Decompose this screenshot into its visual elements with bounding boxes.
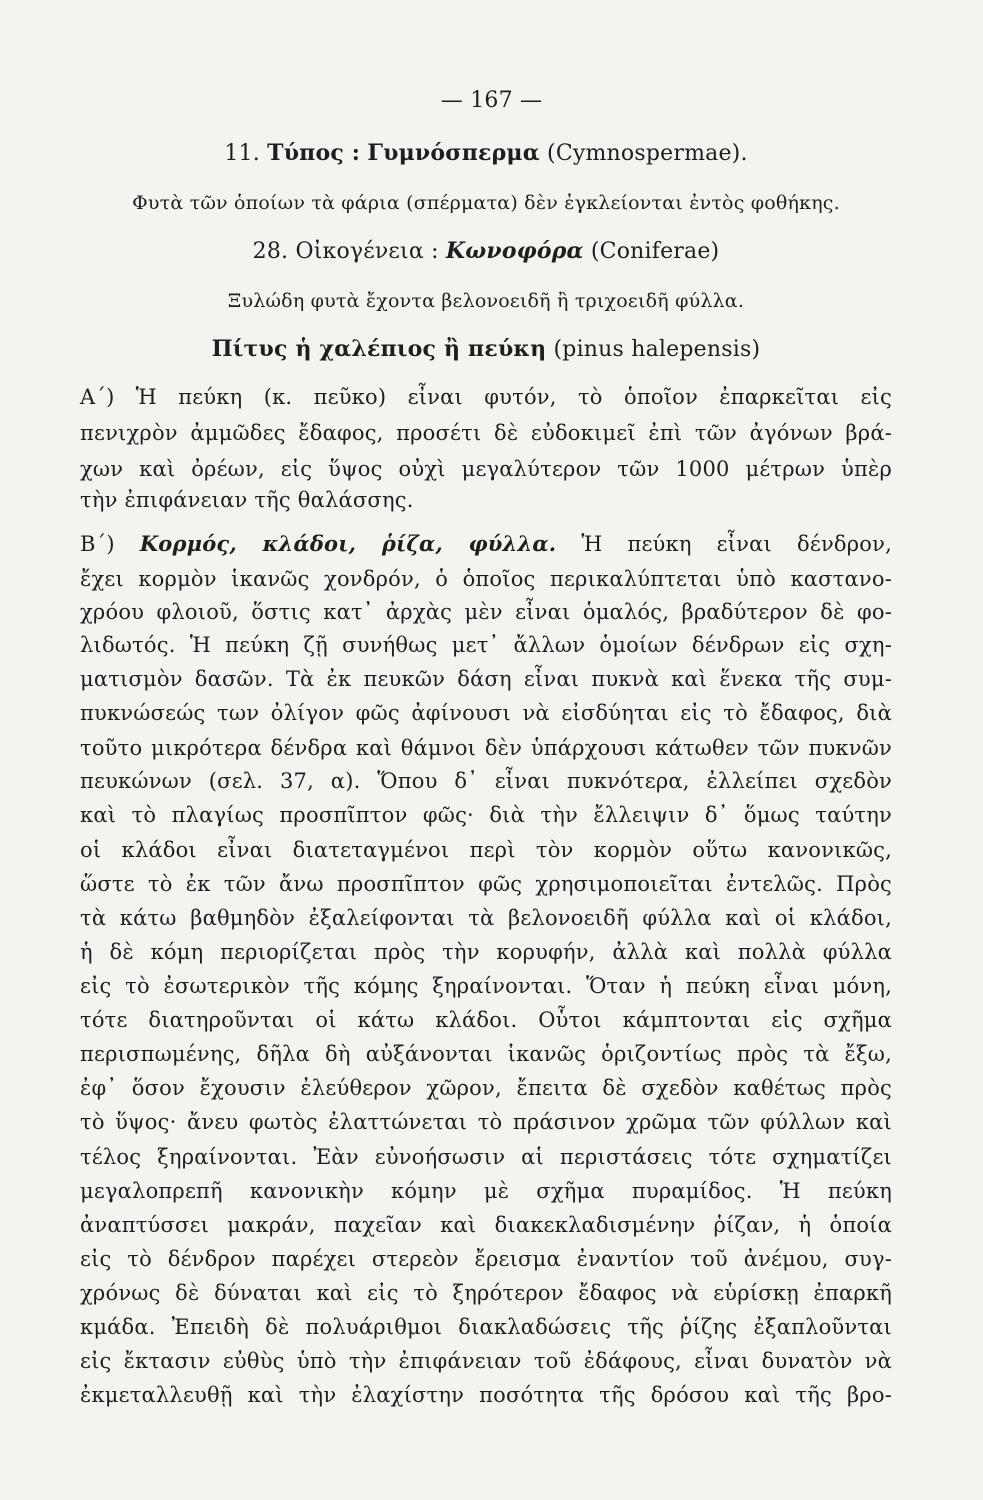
text-line: καὶ τὸ πλαγίως προσπῖπτον φῶς· διὰ τὴν ἔλλειψιν δ᾿ ὅμως ταύτην: [80, 803, 892, 827]
text-line: εἰς τὸ ἐσωτερικὸν τῆς κόμης ξηραίνονται. Ὅταν ἡ πεύκη εἶναι μόνη,: [80, 974, 892, 998]
text-line: οἱ κλάδοι εἶναι διατεταγμένοι περὶ τὸν κορμὸν οὕτω κανονικῶς,: [80, 838, 892, 862]
type-label: Τύπος :: [267, 140, 361, 166]
text-line: πυκνώσεώς των ὀλίγον φῶς ἀφίνουσι νὰ εἰσδύηται εἰς τὸ ἔδαφος, διὰ: [80, 701, 892, 725]
text-line: χων καὶ ὀρέων, εἰς ὕψος οὐχὶ μεγαλύτερον τῶν 1000 μέτρων ὑπὲρ: [80, 457, 892, 481]
page-number: — 167 —: [440, 88, 543, 113]
family-name: Κωνοφόρα: [445, 238, 584, 264]
text-line: πενιχρὸν ἀμμῶδες ἔδαφος, προσέτι δὲ εὐδοκιμεῖ ἐπὶ τῶν ἀγόνων βρά-: [80, 421, 892, 445]
type-latin: (Cymnospermae).: [547, 141, 748, 166]
type-heading: [80, 138, 892, 169]
type-name: Γυμνόσπερμα: [367, 140, 540, 166]
family-latin: (Coniferae): [590, 239, 720, 264]
family-label: Οἰκογένεια :: [295, 239, 439, 264]
text-line: χρόου φλοιοῦ, ὅστις κατ᾿ ἀρχὰς μὲν εἶναι ὁμαλός, βραδύτερον δὲ φο-: [80, 600, 892, 624]
section-b-title: Κορμός, κλάδοι, ῥίζα, φύλλα.: [139, 531, 557, 556]
text-line: λιδωτός. Ἡ πεύκη ζῇ συνήθως μετ᾿ ἄλλων ὁμοίων δένδρων εἰς σχη-: [80, 633, 892, 657]
section-b-first-line: [80, 529, 892, 559]
text-line: τέλος ξηραίνονται. Ἐὰν εὐνοήσωσιν αἱ περιστάσεις τότε σχηματίζει: [80, 1145, 892, 1169]
text-line: ἀναπτύσσει μακράν, παχεῖαν καὶ διακεκλαδισμένην ῥίζαν, ἡ ὁποία: [80, 1213, 892, 1237]
type-description: Φυτὰ τῶν ὁποίων τὰ φάρια (σπέρματα) δὲν ἐγκλείονται ἐντὸς φοθήκης.: [132, 192, 840, 214]
text-line: εἰς τὸ δένδρον παρέχει στερεὸν ἔρεισμα ἐναντίον τοῦ ἀνέμου, συγ-: [80, 1247, 892, 1271]
text-line: τὸ ὕψος· ἄνευ φωτὸς ἐλαττώνεται τὸ πράσινον χρῶμα τῶν φύλλων καὶ: [80, 1110, 892, 1134]
text-line: τότε διατηροῦνται οἱ κάτω κλάδοι. Οὗτοι κάμπτονται εἰς σχῆμα: [80, 1008, 892, 1032]
text-line: ὥστε τὸ ἐκ τῶν ἄνω προσπῖπτον φῶς χρησιμοποιεῖται ἐντελῶς. Πρὸς: [80, 872, 892, 896]
species-name: Πίτυς ἡ χαλέπιος ἢ πεύκη: [211, 336, 547, 362]
text-line: μεγαλοπρεπῆ κανονικὴν κόμην μὲ σχῆμα πυραμίδος. Ἡ πεύκη: [80, 1179, 892, 1203]
text-line: πευκώνων (σελ. 37, α). Ὅπου δ᾿ εἶναι πυκνότερα, ἐλλείπει σχεδὸν: [80, 769, 892, 793]
type-number: 11.: [224, 141, 260, 166]
family-number: 28.: [252, 239, 289, 264]
text-line: ἐκμεταλλευθῇ καὶ τὴν ἐλαχίστην ποσότητα τῆς δρόσου καὶ τῆς βρο-: [80, 1383, 892, 1407]
species-heading: [80, 334, 892, 365]
text-line: ἔχει κορμὸν ἱκανῶς χονδρόν, ὁ ὁποῖος περικαλύπτεται ὑπὸ καστανο-: [80, 567, 892, 591]
text-line: τὰ κάτω βαθμηδὸν ἐξαλείφονται τὰ βελονοειδῆ φύλλα καὶ οἱ κλάδοι,: [80, 906, 892, 930]
text-line: τὴν ἐπιφάνειαν τῆς θαλάσσης.: [80, 488, 414, 512]
text-line: περισπωμένης, δῆλα δὴ αὐξάνονται ἱκανῶς ὁριζοντίως πρὸς τὰ ἔξω,: [80, 1042, 892, 1066]
text-line: κμάδα. Ἐπειδὴ δὲ πολυάριθμοι διακλαδώσεις τῆς ῥίζης ἐξαπλοῦνται: [80, 1315, 892, 1339]
text-line: Α΄) Ἡ πεύκη (κ. πεῦκο) εἶναι φυτόν, τὸ ὁποῖον ἐπαρκεῖται εἰς: [80, 385, 892, 409]
text-line: τοῦτο μικρότερα δένδρα καὶ θάμνοι δὲν ὑπάρχουσι κάτωθεν τῶν πυκνῶν: [80, 736, 892, 760]
text-line: ἡ δὲ κόμη περιορίζεται πρὸς τὴν κορυφήν, ἀλλὰ καὶ πολλὰ φύλλα: [80, 940, 892, 964]
family-description: Ξυλώδη φυτὰ ἔχοντα βελονοειδῆ ἢ τριχοειδῆ φύλλα.: [227, 290, 745, 312]
species-latin: (pinus halepensis): [553, 337, 761, 362]
text-line: ἐφ᾿ ὅσον ἔχουσιν ἐλεύθερον χῶρον, ἔπειτα δὲ σχεδὸν καθέτως πρὸς: [80, 1076, 892, 1100]
text-line: χρόνως δὲ δύναται καὶ εἰς τὸ ξηρότερον ἔδαφος νὰ εὑρίσκῃ ἐπαρκῆ: [80, 1281, 892, 1305]
text-line: ματισμὸν δασῶν. Τὰ ἐκ πευκῶν δάση εἶναι πυκνὰ καὶ ἕνεκα τῆς συμ-: [80, 667, 892, 691]
text-line: εἰς ἔκτασιν εὐθὺς ὑπὸ τὴν ἐπιφάνειαν τοῦ ἐδάφους, εἶναι δυνατὸν νὰ: [80, 1349, 892, 1373]
family-heading: [80, 236, 892, 267]
section-b-prefix: Β΄): [80, 532, 115, 556]
section-b-first-line-rest: Ἡ πεύκη εἶναι δένδρον,: [581, 532, 892, 556]
